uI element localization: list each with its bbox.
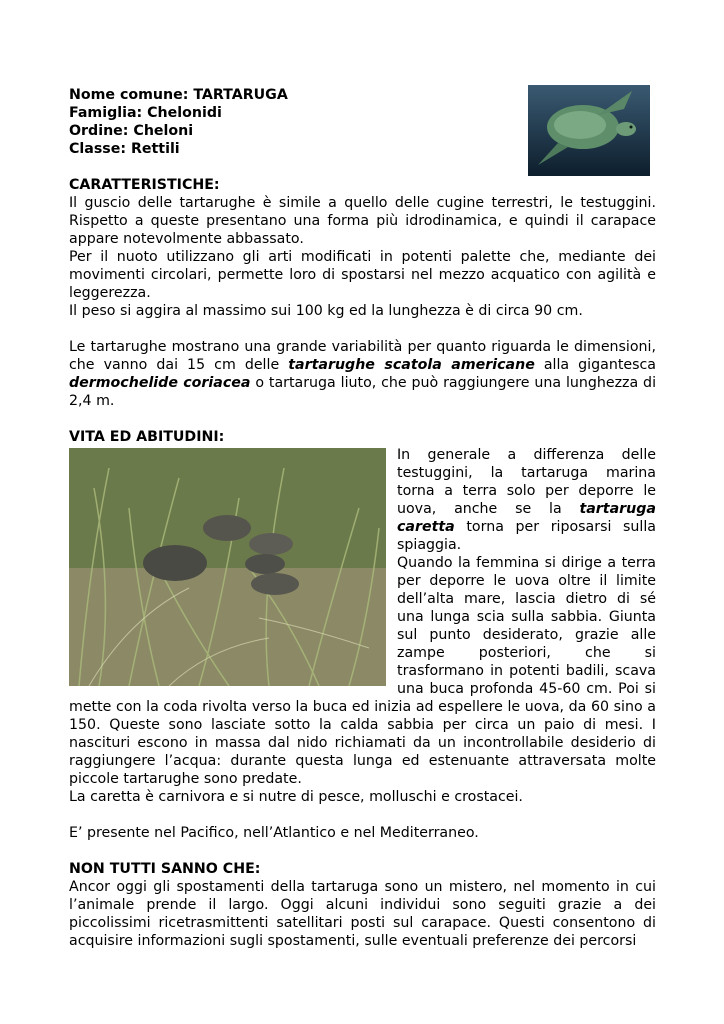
species-name: dermochelide coriacea [69, 375, 251, 391]
turtles-in-grass-photo [69, 448, 386, 686]
nome-comune: Nome comune: TARTARUGA [69, 87, 288, 103]
paragraph: La caretta è carnivora e si nutre di pesce, molluschi e crostacei. [69, 789, 523, 805]
paragraph: Quando la femmina si dirige a terra per deporre le uova oltre il limite dell’alta mare, lascia dietro di sé una lunga scia sulla sabbia. Giunta sul punto desiderato, grazie alle zampe posteriori, che si trasformano in potenti badili, scava una buca profonda 45-60 cm. Poi si mette con la coda rivolta verso la buca ed inizia ad espellere le uova, da 60 sino a 150. Queste sono lasciate sotto la calda sabbia per circa un paio di mesi. I nascituri escono in massa dal nido richiamati da un incontrollabile desiderio di raggiungere l’acqua: durante questa lunga ed estenuante attraversata molte piccole tartarughe sono predate. [69, 555, 656, 787]
section-title-caratteristiche: CARATTERISTICHE: [69, 177, 220, 193]
species-name: tartarughe scatola americane [288, 357, 535, 373]
paragraph: Il guscio delle tartarughe è simile a quello delle cugine terrestri, le testuggini. Rispetto a queste presentano una forma più idrodinamica, e quindi il carapace appare notevolmente abbassato. [69, 195, 656, 247]
paragraph: Ancor oggi gli spostamenti della tartaruga sono un mistero, nel momento in cui l’animale prende il largo. Oggi alcuni individui sono seguiti grazie a dei piccolissimi ricetrasmittenti satellitari posti sul carapace. Questi consentono di acquisire informazioni sugli spostamenti, sulle eventuali preferenze dei percorsi [69, 879, 656, 949]
paragraph: Il peso si aggira al massimo sui 100 kg ed la lunghezza è di circa 90 cm. [69, 303, 583, 319]
classe: Classe: Rettili [69, 141, 180, 157]
paragraph: E’ presente nel Pacifico, nell’Atlantico e nel Mediterraneo. [69, 825, 479, 841]
species-name: tartaruga caretta [397, 501, 656, 535]
section-title-vita: VITA ED ABITUDINI: [69, 429, 225, 445]
document-page [69, 86, 656, 950]
paragraph: In generale a differenza delle testuggini, la tartaruga marina torna a terra solo per deporre le uova, anche se la tartaruga caretta torna per riposarsi sulla spiaggia. [397, 447, 656, 553]
famiglia: Famiglia: Chelonidi [69, 105, 222, 121]
section-title-non-tutti: NON TUTTI SANNO CHE: [69, 861, 261, 877]
paragraph: Per il nuoto utilizzano gli arti modificati in potenti palette che, mediante dei movimenti circolari, permette loro di spostarsi nel mezzo acquatico con agilità e leggerezza. [69, 249, 656, 301]
ordine: Ordine: Cheloni [69, 123, 194, 139]
paragraph: Le tartarughe mostrano una grande variabilità per quanto riguarda le dimensioni, che vanno dai 15 cm delle tartarughe scatola americane alla gigantesca dermochelide coriacea o tartaruga liuto, che può raggiungere una lunghezza di 2,4 m. [69, 339, 657, 409]
